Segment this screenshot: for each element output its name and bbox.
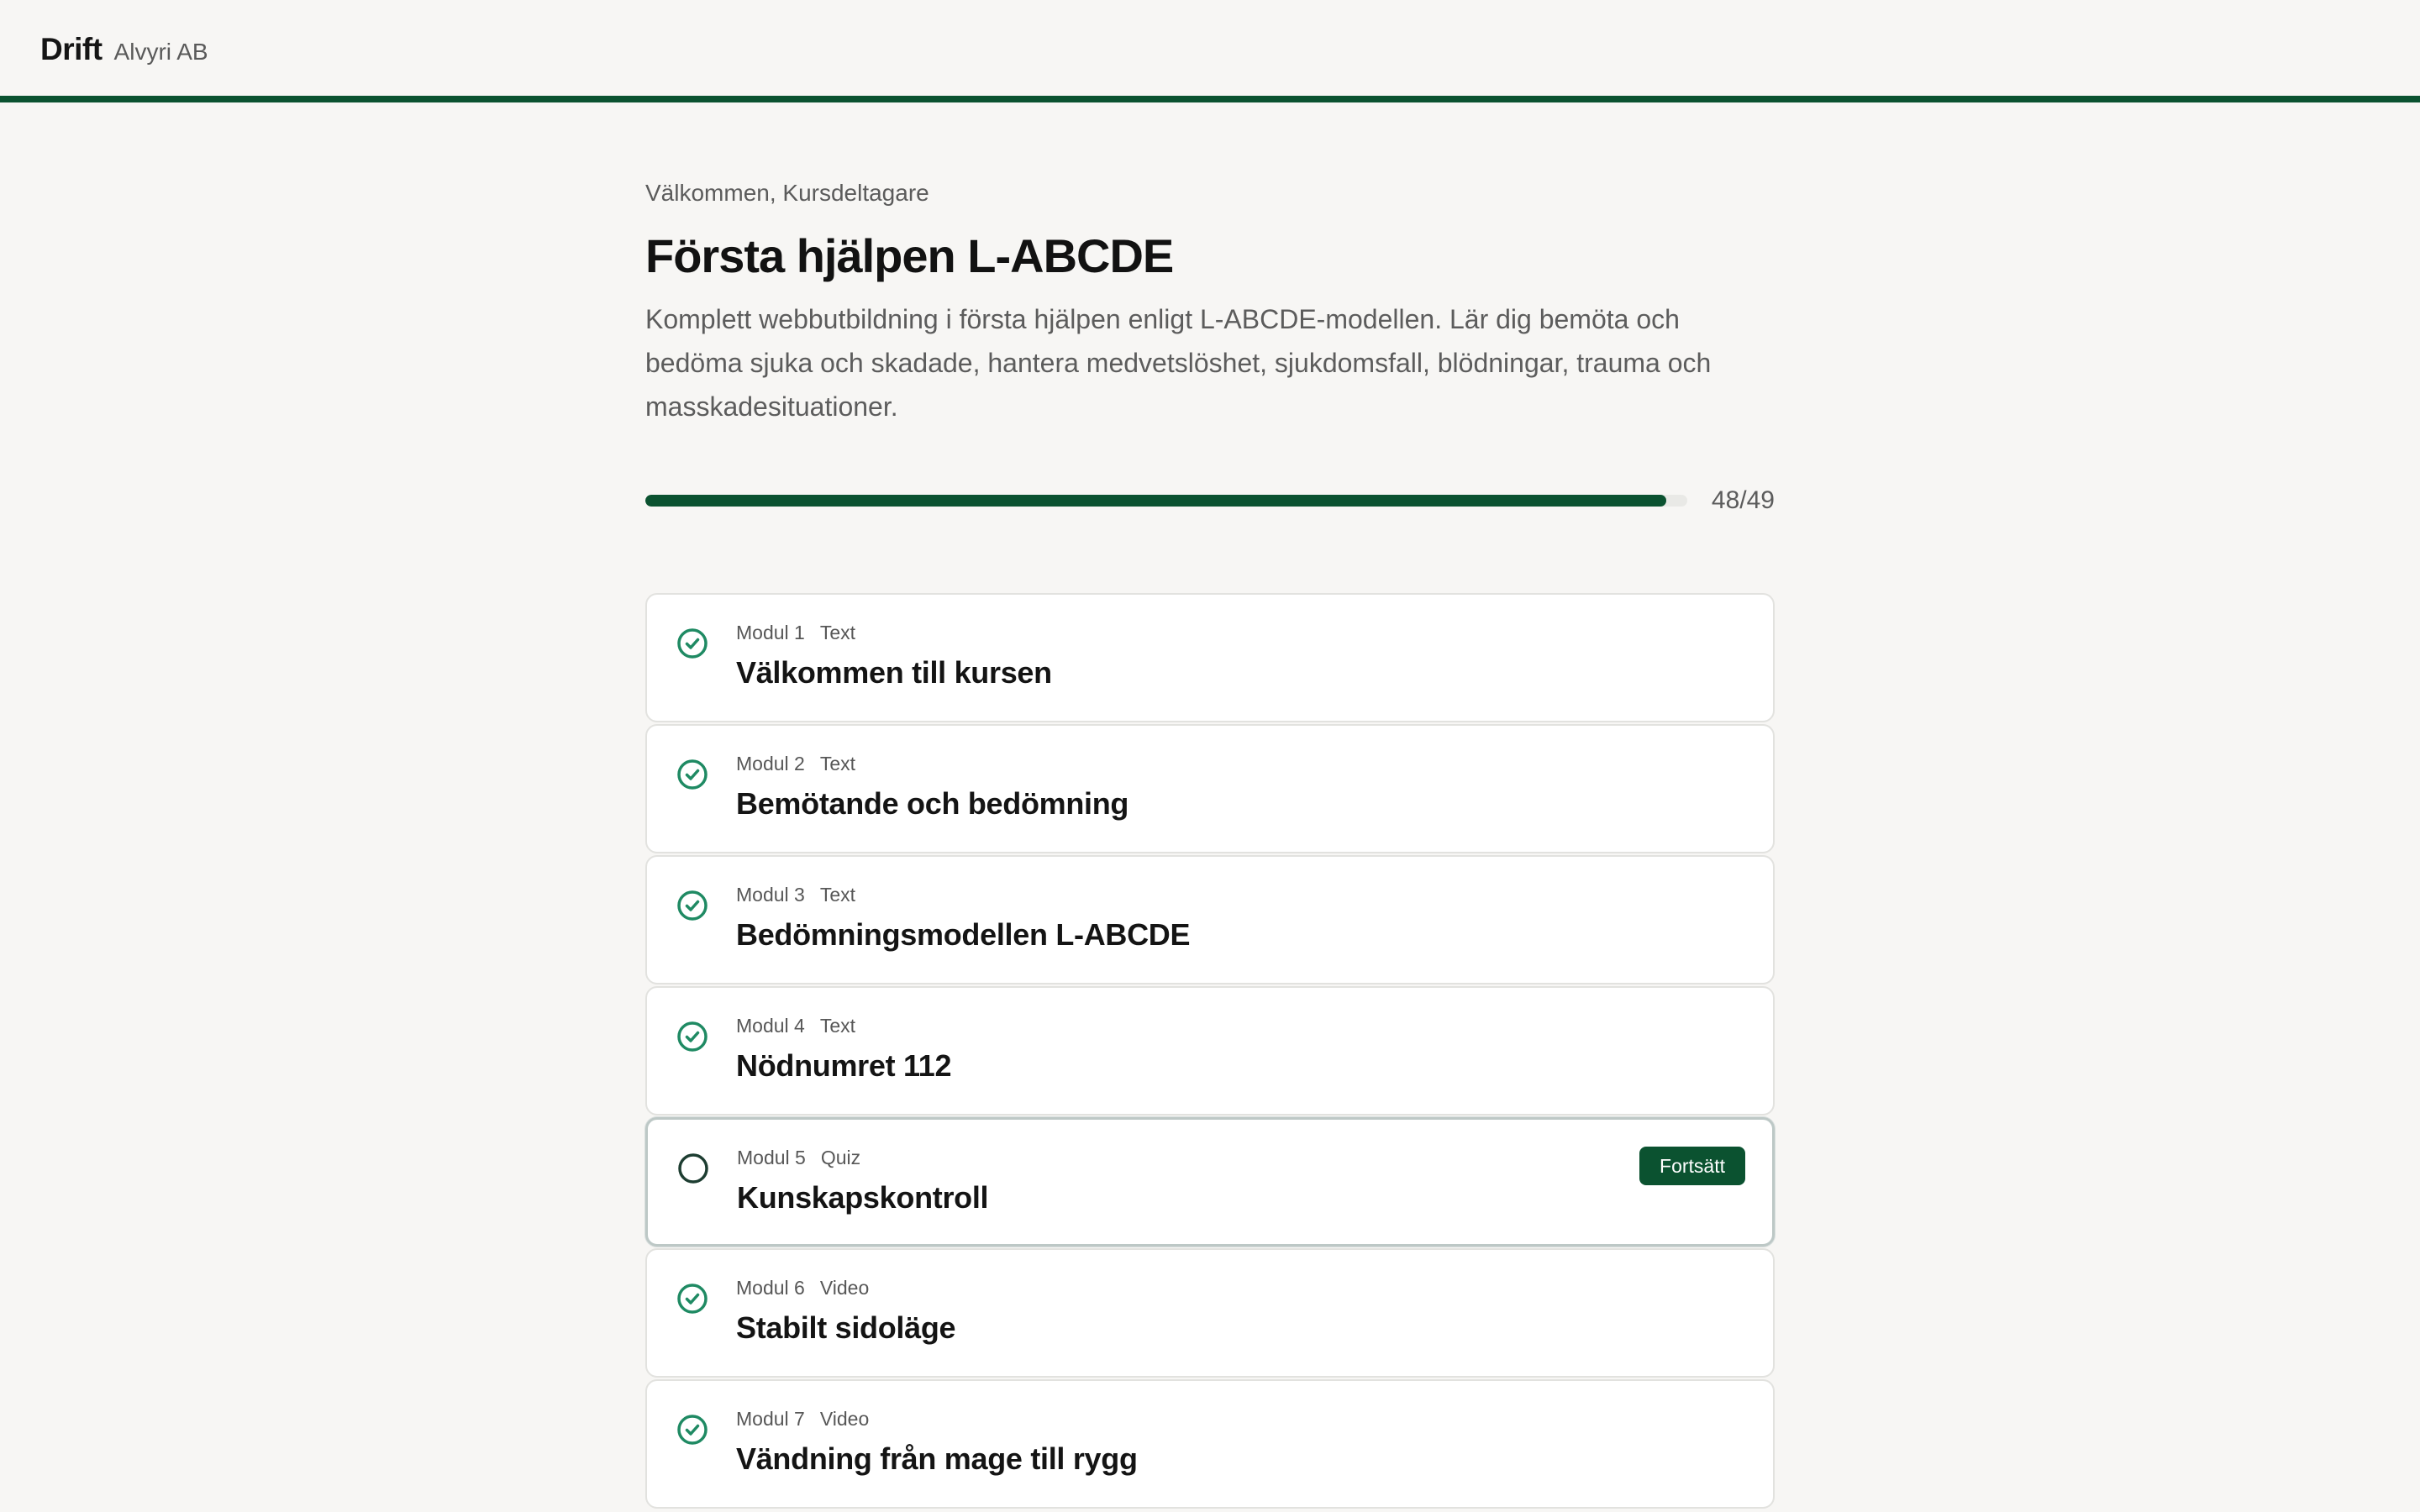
module-title: Välkommen till kursen [736, 655, 1052, 690]
module-meta [736, 1408, 869, 1431]
module-number: Modul 1 [736, 622, 805, 643]
welcome-text: Välkommen, Kursdeltagare [645, 180, 929, 206]
module-card[interactable] [645, 1379, 1775, 1509]
module-list [645, 593, 1775, 1510]
module-card[interactable] [645, 986, 1775, 1116]
check-circle-icon [676, 1282, 709, 1315]
module-type: Text [819, 622, 856, 643]
check-circle-icon [676, 627, 709, 660]
module-card[interactable] [645, 724, 1775, 853]
course-progress [645, 484, 1775, 517]
organization-name: Alvyri AB [113, 39, 208, 65]
progress-bar-fill [645, 495, 1666, 507]
course-overview [645, 178, 1775, 1510]
module-type: Quiz [820, 1147, 861, 1168]
progress-count: 48/49 [1711, 486, 1775, 514]
progress-bar [645, 495, 1687, 507]
module-card[interactable] [645, 1117, 1775, 1247]
module-card[interactable] [645, 855, 1775, 984]
course-description: Komplett webbutbildning i första hjälpen enligt L-ABCDE-modellen. Lär dig bemöta och bedöma sjuka och skadade, hantera medvetslöshet, sjukdomsfall, blödningar, trauma och masskadesituationer. [645, 304, 1712, 422]
module-number: Modul 3 [736, 884, 805, 906]
brand-name: Drift [40, 32, 103, 66]
module-meta [736, 884, 855, 906]
module-meta [736, 622, 855, 644]
module-number: Modul 6 [736, 1277, 805, 1299]
empty-circle-icon [676, 1152, 710, 1185]
top-bar [0, 0, 2420, 102]
brand[interactable] [40, 32, 208, 67]
module-type: Text [819, 753, 856, 774]
module-card[interactable] [645, 593, 1775, 722]
module-number: Modul 5 [737, 1147, 806, 1168]
module-title: Bemötande och bedömning [736, 786, 1129, 821]
module-number: Modul 2 [736, 753, 805, 774]
module-meta [736, 1277, 869, 1299]
module-type: Text [819, 884, 856, 906]
check-circle-icon [676, 1413, 709, 1446]
check-circle-icon [676, 889, 709, 922]
check-circle-icon [676, 1020, 709, 1053]
module-type: Text [819, 1015, 856, 1037]
module-title: Kunskapskontroll [737, 1180, 989, 1215]
continue-button[interactable]: Fortsätt [1639, 1147, 1745, 1185]
module-type: Video [819, 1277, 870, 1299]
module-type: Video [819, 1408, 870, 1430]
module-title: Nödnumret 112 [736, 1048, 952, 1083]
module-card[interactable] [645, 1248, 1775, 1378]
module-number: Modul 7 [736, 1408, 805, 1430]
module-meta [736, 753, 855, 775]
module-title: Stabilt sidoläge [736, 1310, 956, 1345]
module-title: Vändning från mage till rygg [736, 1441, 1138, 1476]
page-title: Första hjälpen L-ABCDE [645, 229, 1174, 282]
module-meta [737, 1147, 860, 1169]
module-title: Bedömningsmodellen L-ABCDE [736, 917, 1191, 952]
module-meta [736, 1015, 855, 1037]
module-number: Modul 4 [736, 1015, 805, 1037]
check-circle-icon [676, 758, 709, 791]
